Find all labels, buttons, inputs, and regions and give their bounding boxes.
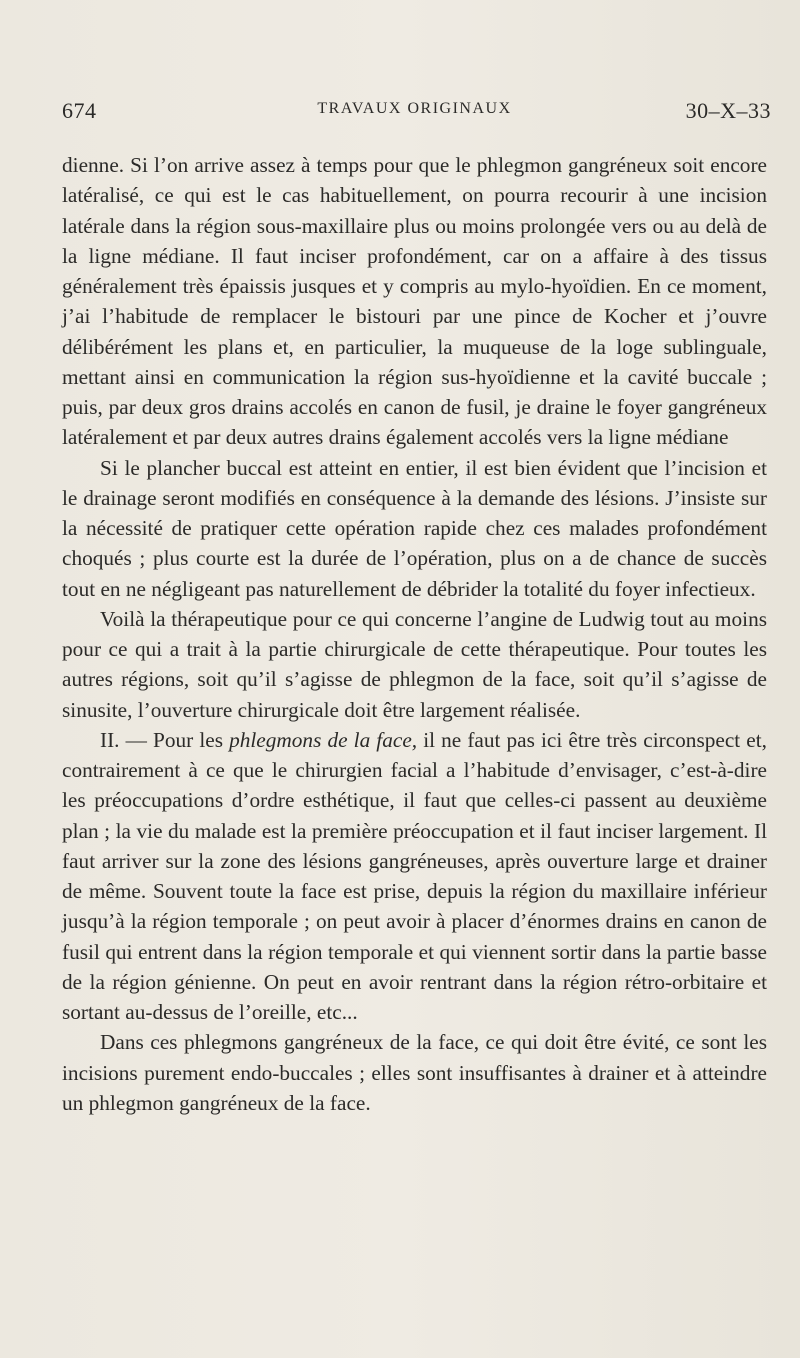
paragraph-text: il ne faut pas ici être très circonspect et, contrairement à ce que le chirurgien facial a l’habitude d’envisager, c’est-à-dire les préoccupations d’ordre esthétique, il faut que celles-ci passent au deuxième plan ; la vie du malade est la première préoccupation et il faut inciser largement. Il faut arriver sur la zone des lésions gangréneuses, après ouverture large et drainer de même. Souvent toute la face est prise, depuis la région du maxillaire inférieur jusqu’à la région temporale ; on peut avoir à placer d’énormes drains en canon de fusil qui entrent dans la région temporale et qui viennent sortir dans la partie basse de la région génienne. On peut en avoir rentrant dans la région rétro-orbitaire et sortant au-dessus de l’oreille, etc... — [62, 727, 768, 1024]
paragraph — [62, 725, 767, 1028]
paragraph: dienne. Si l’on arrive assez à temps pour que le phlegmon gangréneux soit encore latéralisé, ce qui est le cas habituellement, on pourra recourir à une incision latérale dans la région sous-maxillaire plus ou moins prolongée vers ou au delà de la ligne médiane. Il faut inciser profondément, car on a affaire à des tissus généralement très épaissis jusques et y compris au mylo-hyoïdien. En ce moment, j’ai l’habitude de remplacer le bistouri par une pince de Kocher et j’ouvre délibérément les plans et, en particulier, la muqueuse de la loge sublinguale, mettant ainsi en communication la région sus-hyoïdienne et la cavité buccale ; puis, par deux gros drains accolés en canon de fusil, je draine le foyer gangréneux latéralement et par deux autres drains également accolés vers la ligne médiane — [62, 153, 767, 450]
paragraph: Voilà la thérapeutique pour ce qui concerne l’angine de Ludwig tout au moins pour ce qui a trait à la partie chirurgicale de cette thérapeutique. Pour toutes les autres régions, soit qu’il s’agisse de phlegmon de la face, soit qu’il s’agisse de sinusite, l’ouverture chirurgicale doit être largement réalisée. — [62, 606, 767, 722]
issue-date: 30–X–33 — [685, 98, 771, 123]
running-head — [62, 98, 771, 132]
italic-phrase: phlegmons de la face, — [229, 727, 418, 752]
page-number: 674 — [62, 98, 97, 123]
paragraph: Dans ces phlegmons gangréneux de la face, ce qui doit être évité, ce sont les incisions purement endo-buccales ; elles sont insuffisantes à drainer et à atteindre un phlegmon gangréneux de la face. — [62, 1030, 767, 1115]
paragraph: Si le plancher buccal est atteint en entier, il est bien évident que l’incision et le drainage seront modifiés en conséquence à la demande des lésions. J’insiste sur la nécessité de pratiquer cette opération rapide chez ces malades profondément choqués ; plus courte est la durée de l’opération, plus on a de chance de succès tout en ne négligeant pas naturellement de débrider la totalité du foyer infectieux. — [62, 455, 767, 601]
body-text — [62, 150, 767, 1118]
paragraph-text: II. — Pour les — [100, 727, 230, 752]
running-title: TRAVAUX ORIGINAUX — [317, 100, 512, 117]
